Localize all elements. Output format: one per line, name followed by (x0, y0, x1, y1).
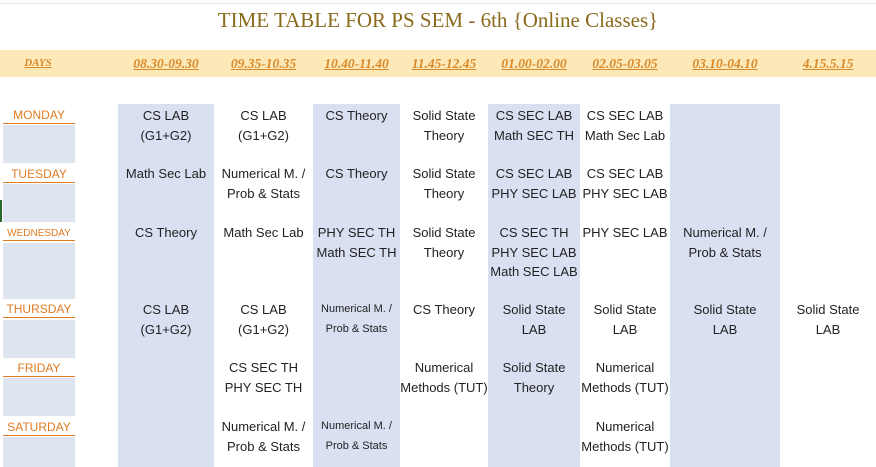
schedule-cell-friday: Numerical Methods (TUT) (400, 360, 488, 395)
time-slot-header: 03.10-04.10 (692, 56, 758, 71)
day-label-friday: FRIDAY (3, 361, 75, 377)
schedule-cell-thursday: CS LAB (G1+G2) (238, 302, 289, 337)
schedule-cell-wednesday: PHY SEC LAB (582, 225, 668, 240)
schedule-cell-thursday: Solid State LAB (593, 302, 657, 337)
schedule-cell-friday: Solid State Theory (502, 360, 566, 395)
schedule-cell-monday: CS LAB (G1+G2) (238, 108, 289, 143)
row-marker (0, 200, 2, 222)
time-slot-header: 08.30-09.30 (133, 56, 199, 71)
schedule-cell-wednesday: Solid State Theory (412, 225, 476, 260)
schedule-cell-saturday: Numerical M. / Prob & Stats (221, 419, 306, 454)
schedule-cell-tuesday: CS SEC LAB PHY SEC LAB (491, 166, 577, 201)
schedule-cell-wednesday: Math Sec Lab (223, 225, 304, 240)
time-slot-header: 09.35-10.35 (230, 56, 297, 71)
day-label-tuesday: TUESDAY (3, 167, 75, 183)
column-band (488, 104, 580, 467)
schedule-cell-monday: Solid State Theory (412, 108, 476, 143)
time-slot-header: 4.15.5.15 (802, 56, 854, 71)
schedule-cell-thursday: Solid State LAB (796, 302, 860, 337)
time-slot-header: 01.00-02.00 (501, 56, 567, 71)
day-band (3, 184, 75, 222)
top-border (0, 0, 876, 4)
day-band (3, 320, 75, 358)
column-band (313, 104, 400, 467)
page-title: TIME TABLE FOR PS SEM - 6th {Online Classes} (217, 8, 659, 32)
schedule-cell-saturday: Numerical M. / Prob & Stats (321, 420, 392, 452)
day-label-wednesday: WEDNESDAY (3, 228, 75, 241)
day-label-monday: MONDAY (3, 108, 75, 124)
day-band (3, 437, 75, 467)
schedule-cell-tuesday: Solid State Theory (412, 166, 476, 201)
schedule-cell-tuesday: CS SEC LAB PHY SEC LAB (582, 166, 668, 201)
column-band (118, 104, 214, 467)
schedule-cell-thursday: Solid State LAB (693, 302, 757, 337)
day-label-thursday: THURSDAY (3, 302, 75, 318)
time-slot-header: 11.45-12.45 (411, 56, 477, 71)
time-slot-header: 02.05-03.05 (592, 56, 658, 71)
schedule-cell-wednesday: CS Theory (135, 225, 197, 240)
schedule-cell-monday: CS SEC LAB Math SEC TH (494, 108, 574, 143)
schedule-cell-wednesday: PHY SEC TH Math SEC TH (316, 225, 397, 260)
schedule-cell-tuesday: Numerical M. / Prob & Stats (221, 166, 306, 201)
schedule-cell-thursday: Solid State LAB (502, 302, 566, 337)
day-band (3, 125, 75, 163)
schedule-cell-thursday: CS Theory (413, 302, 475, 317)
time-slot-header: 10.40-11.40 (324, 56, 389, 71)
day-band (3, 243, 75, 299)
column-band (670, 104, 780, 467)
schedule-cell-thursday: CS LAB (G1+G2) (140, 302, 192, 337)
schedule-cell-wednesday: Numerical M. / Prob & Stats (683, 225, 767, 260)
day-label-saturday: SATURDAY (3, 420, 75, 436)
schedule-cell-monday: CS SEC LAB Math Sec Lab (584, 108, 666, 143)
schedule-cell-monday: CS Theory (325, 108, 388, 123)
schedule-cell-saturday: Numerical Methods (TUT) (581, 419, 669, 454)
schedule-cell-monday: CS LAB (G1+G2) (140, 108, 192, 143)
schedule-cell-thursday: Numerical M. / Prob & Stats (321, 303, 392, 335)
schedule-cell-tuesday: Math Sec Lab (125, 166, 207, 181)
schedule-cell-friday: CS SEC TH PHY SEC TH (224, 360, 303, 395)
schedule-cell-tuesday: CS Theory (325, 166, 388, 181)
days-header: DAYS (24, 57, 52, 69)
day-band (3, 378, 75, 416)
schedule-cell-friday: Numerical Methods (TUT) (581, 360, 669, 395)
schedule-cell-wednesday: CS SEC TH PHY SEC LAB Math SEC LAB (490, 225, 578, 279)
